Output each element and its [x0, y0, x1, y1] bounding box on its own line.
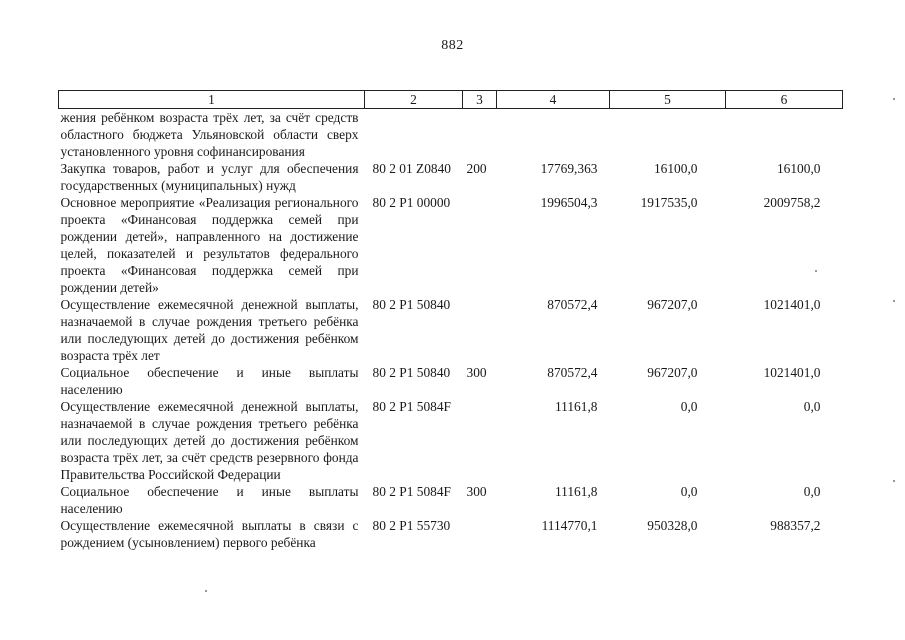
row-amount-2: 950328,0: [647, 518, 698, 533]
table-row: [59, 398, 843, 483]
column-header-amount-3: 6: [726, 91, 843, 109]
row-expense-type: 300: [466, 365, 487, 380]
row-code: 80 2 P1 55730: [372, 518, 451, 533]
row-amount-1: 11161,8: [554, 484, 598, 499]
row-amount-2: [610, 109, 726, 161]
scan-speck: [893, 480, 895, 482]
row-amount-1: [497, 109, 610, 161]
row-amount-2: 1917535,0: [640, 195, 698, 210]
row-expense-type: [463, 398, 497, 483]
scan-speck: [815, 270, 817, 272]
row-name: Социальное обеспечение и иные выплаты населению: [60, 365, 359, 397]
row-code: [365, 109, 463, 161]
row-code: 80 2 P1 50840: [372, 365, 451, 380]
row-amount-3: 16100,0: [776, 161, 821, 176]
table-row: [59, 364, 843, 398]
row-amount-3: 0,0: [803, 484, 821, 499]
table-row: [59, 160, 843, 194]
row-code: 80 2 P1 00000: [372, 195, 451, 210]
table-row: [59, 296, 843, 364]
row-expense-type: [463, 517, 497, 551]
column-header-name: 1: [59, 91, 365, 109]
row-amount-3: 0,0: [803, 399, 821, 414]
table-header-row: [59, 91, 843, 109]
row-name: Осуществление ежемесячной выплаты в связи с рождением (усыновлением) первого ребёнка: [60, 518, 359, 550]
row-amount-3: 1021401,0: [763, 297, 821, 312]
table-row: [59, 194, 843, 296]
row-amount-3: 2009758,2: [763, 195, 821, 210]
row-amount-1: 870572,4: [547, 297, 598, 312]
row-expense-type: 300: [466, 484, 487, 499]
budget-table: [58, 90, 843, 551]
column-header-amount-1: 4: [497, 91, 610, 109]
row-amount-2: 16100,0: [653, 161, 698, 176]
column-header-amount-2: 5: [610, 91, 726, 109]
row-name: Основное мероприятие «Реализация регионального проекта «Финансовая поддержка семей при рождении детей», направленного на достижение целей, показателей и результатов федерального проекта «Финансовая поддержка семей при рождении детей»: [60, 195, 359, 295]
row-name: Закупка товаров, работ и услуг для обеспечения государственных (муниципальных) нужд: [60, 161, 359, 193]
row-amount-3: 988357,2: [770, 518, 821, 533]
table-row: [59, 109, 843, 161]
row-amount-2: 0,0: [680, 484, 698, 499]
row-name: жения ребёнком возраста трёх лет, за счёт средств областного бюджета Ульяновской области сверх установленного уровня софинансирования: [60, 110, 359, 159]
row-amount-2: 0,0: [680, 399, 698, 414]
row-code: 80 2 01 Z0840: [372, 161, 451, 176]
row-name: Осуществление ежемесячной денежной выплаты, назначаемой в случае рождения третьего ребёнка или последующих детей до достижения ребёнком возраста трёх лет, за счёт средств резервного фонда Правительства Российской Федерации: [60, 399, 359, 482]
row-code: 80 2 P1 50840: [372, 297, 451, 312]
row-expense-type: [463, 109, 497, 161]
row-amount-2: 967207,0: [647, 365, 698, 380]
row-name: Социальное обеспечение и иные выплаты населению: [60, 484, 359, 516]
row-amount-1: 870572,4: [547, 365, 598, 380]
row-amount-1: 1114770,1: [541, 518, 598, 533]
scan-speck: [205, 590, 207, 592]
row-amount-2: 967207,0: [647, 297, 698, 312]
row-expense-type: [463, 194, 497, 296]
row-amount-1: 1996504,3: [540, 195, 598, 210]
row-amount-3: [726, 109, 843, 161]
row-expense-type: 200: [466, 161, 487, 176]
scan-speck: [893, 300, 895, 302]
row-expense-type: [463, 296, 497, 364]
table-row: [59, 517, 843, 551]
scan-speck: [893, 98, 895, 100]
row-amount-1: 17769,363: [540, 161, 598, 176]
column-header-code: 2: [365, 91, 463, 109]
row-code: 80 2 P1 5084F: [372, 399, 451, 414]
row-code: 80 2 P1 5084F: [372, 484, 451, 499]
table-row: [59, 483, 843, 517]
row-name: Осуществление ежемесячной денежной выплаты, назначаемой в случае рождения третьего ребёнка или последующих детей до достижения ребёнком возраста трёх лет: [60, 297, 359, 363]
column-header-expense-type: 3: [463, 91, 497, 109]
row-amount-1: 11161,8: [554, 399, 598, 414]
page-number: 882: [441, 38, 464, 53]
row-amount-3: 1021401,0: [763, 365, 821, 380]
